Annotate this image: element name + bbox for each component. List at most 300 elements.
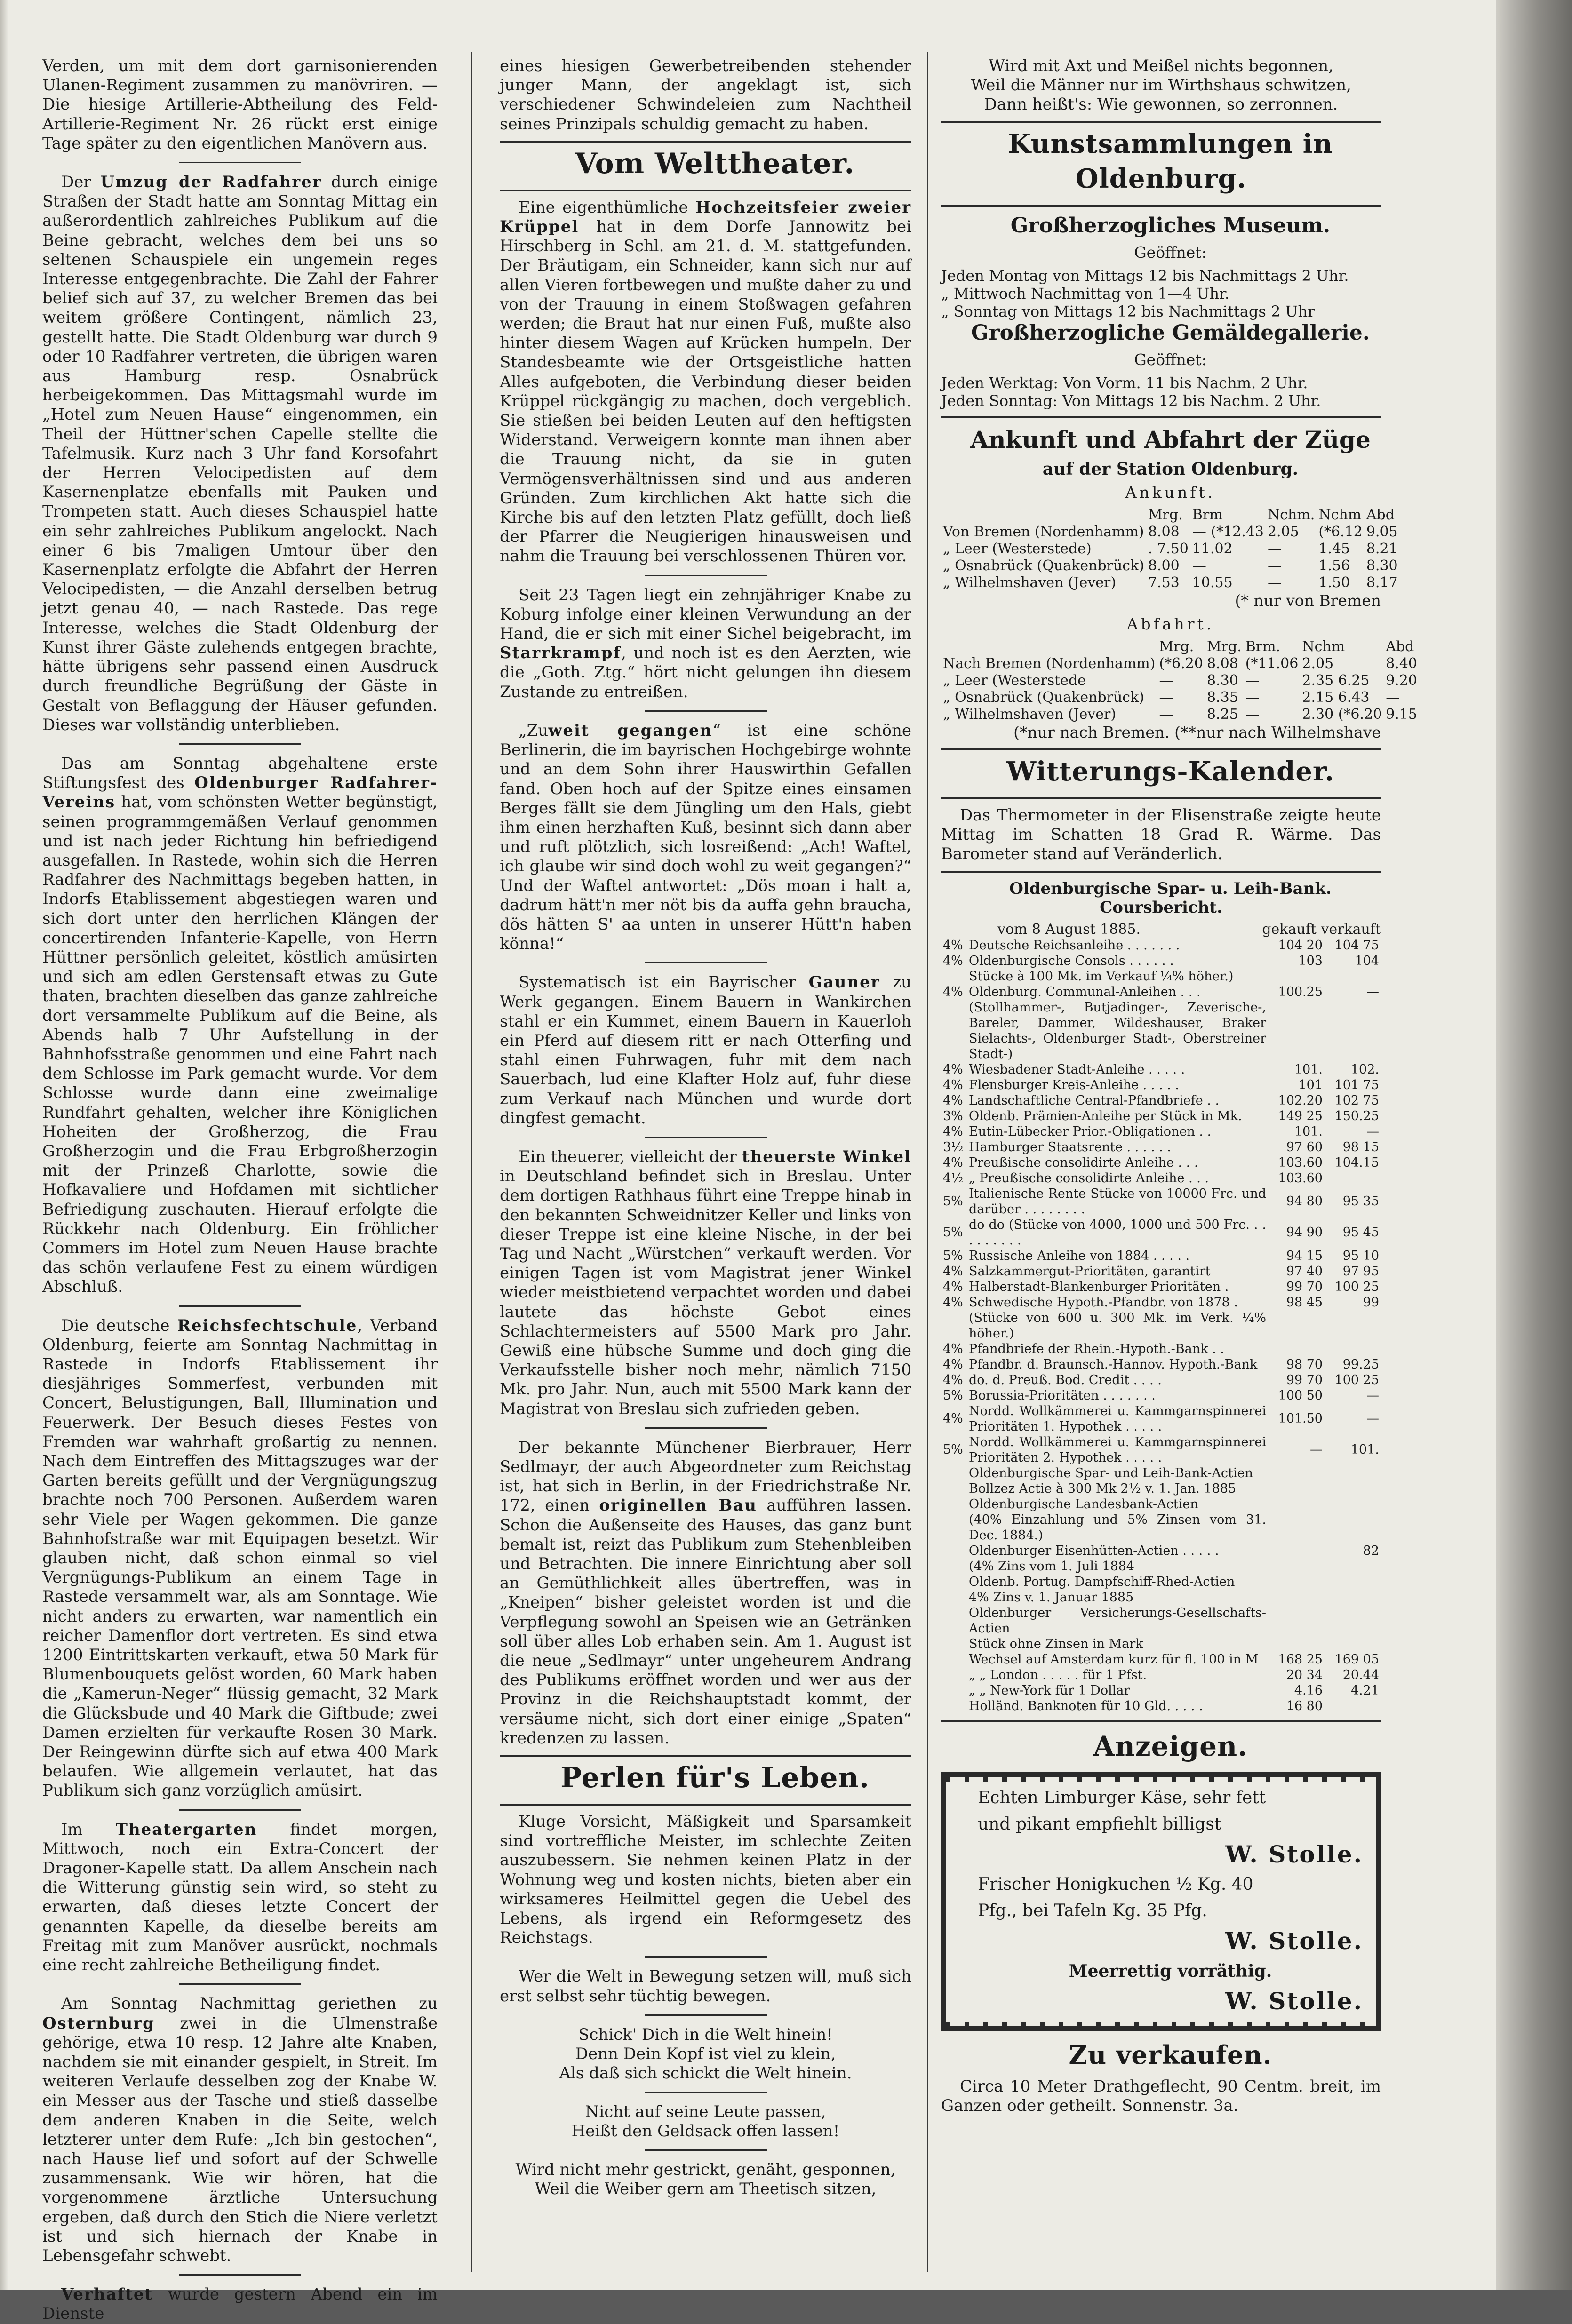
course-row-cell: Oldenburgische Landesbank-Actien bbox=[969, 1496, 1198, 1512]
course-row-cell: Pfandbr. d. Braunsch.-Hannov. Hypoth.-Bank bbox=[969, 1357, 1258, 1372]
course-row-cell: (4% Zins vom 1. Juli 1884 bbox=[969, 1559, 1134, 1574]
course-row-cell bbox=[1268, 969, 1325, 984]
course-row-cell: 4% bbox=[943, 938, 963, 953]
course-row-cell: 100 25 bbox=[1334, 1279, 1379, 1294]
train-row-ankunft-cell: 1.56 bbox=[1318, 557, 1350, 574]
gutter-shadow bbox=[0, 0, 8, 2290]
course-row bbox=[941, 1574, 1381, 1590]
course-row-cell bbox=[941, 1481, 967, 1496]
course-row bbox=[941, 938, 1381, 953]
separator bbox=[645, 962, 767, 963]
course-row-cell bbox=[941, 1574, 967, 1590]
course-row-cell bbox=[1325, 1574, 1381, 1590]
course-row-cell: 100.25 bbox=[1278, 984, 1323, 999]
course-row-cell: (40% Einzahlung und 5% Zinsen vom 31. Dec. 1884.) bbox=[969, 1512, 1266, 1543]
keyword-theatergarten: Theatergarten bbox=[115, 1820, 257, 1839]
article-sedlmayr: Der bekannte Münchener Bierbrauer, Herr Sedlmayr, der auch Abgeordneter zum Reichstag ist, hat sich in Berlin, in der Friedrichstraße Nr. 172, einen originellen Bau aufführen lassen. Schon die Außenseite des Hauses, das ganz bunt bemalt ist, reizt das Publikum zum Stehenbleiben und Betrachten. Die innere Einrichtung aber soll an Gemüthlichkeit alles übertreffen, was in „Kneipen“ bisher geleistet worden ist und die Verpflegung sowohl an Speisen wie an Getränken soll über alles Lob erhaben sein. Am 1. August ist die neue „Sedlmayr“ unter ungeheurem Andrang des Publikums eröffnet worden und wer aus der Provinz in die Reichshauptstadt kommt, der versäume nicht, sich dort einer einige „Spaten“ kredenzen zu lassen. bbox=[500, 1438, 911, 1748]
course-row bbox=[941, 1403, 1381, 1434]
course-row-cell bbox=[1325, 1512, 1381, 1543]
keyword-gauner: Gauner bbox=[808, 973, 880, 992]
train-row-abfahrt-cell: „ Leer (Westerstede bbox=[943, 672, 1086, 689]
course-row bbox=[941, 1434, 1381, 1465]
ad3-line: Meerrettig vorräthig. bbox=[1069, 1961, 1272, 1981]
course-row bbox=[941, 1186, 1381, 1217]
course-row-cell: 102. bbox=[1350, 1062, 1379, 1077]
course-row bbox=[941, 1667, 1381, 1683]
course-row-cell bbox=[1325, 1496, 1381, 1512]
course-row-cell: 104 bbox=[1355, 953, 1379, 968]
course-row-cell bbox=[1325, 1465, 1381, 1481]
course-row-cell: Oldenburg. Communal-Anleihen . . . bbox=[969, 984, 1201, 999]
train-row-abfahrt-cell: Nach Bremen (Nordenhamm) bbox=[943, 655, 1156, 672]
course-row bbox=[941, 1310, 1381, 1341]
course-row-cell bbox=[1325, 1590, 1381, 1605]
train-row-abfahrt-cell: 8.08 bbox=[1206, 655, 1238, 672]
course-row-cell: 102.20 bbox=[1278, 1093, 1323, 1108]
course-row-cell: 150.25 bbox=[1334, 1108, 1379, 1123]
train-row-ankunft-cell: 11.02 bbox=[1192, 541, 1233, 557]
train-row-ankunft bbox=[941, 574, 1400, 591]
course-row-cell: do do (Stücke von 4000, 1000 und 500 Frc. . . . . . . . . . bbox=[969, 1217, 1266, 1248]
course-row-cell: — bbox=[1366, 1124, 1379, 1139]
witterung-text: Das Thermometer in der Elisenstraße zeigte heute Mittag im Schatten 18 Grad R. Wärme. Das Barometer stand auf Veränderlich. bbox=[941, 806, 1381, 864]
course-row-cell: do. d. Preuß. Bod. Credit . . . . bbox=[969, 1372, 1162, 1387]
keyword-radfahrer-verein: Oldenburger Radfahrer-Vereins bbox=[42, 773, 438, 812]
article-gauner: Systematisch ist ein Bayrischer Gauner zu Werk gegangen. Einem Bauern in Wankirchen stahl er ein Kummet, einem Bauern in Kauerloh ein Pferd auf diesem ritt er nach Otterfing und stahl einen Fuhrwagen, fuhr mit dem nach Sauerbach, lud eine Klafter Holz auf, fuhr diese zum Verkauf nach München und wurde dort dingfest gemacht. bbox=[500, 973, 911, 1128]
keyword-reichsfechtschule: Reichsfechtschule bbox=[177, 1316, 358, 1335]
keyword-theuerste-winkel: theuerste Winkel bbox=[742, 1147, 911, 1166]
column-1 bbox=[42, 56, 438, 2324]
separator bbox=[179, 1983, 301, 1985]
course-row-cell: 4.21 bbox=[1350, 1683, 1379, 1698]
course-row-cell: (Stollhammer-, Butjadinger-, Zeverische-, Bareler, Dammer, Wildeshauser, Braker Sielachts-, Oldenburger Stadt-, Oberstreiner Stadt-) bbox=[969, 1000, 1266, 1061]
course-row-cell: 5% bbox=[943, 1248, 963, 1263]
perlen-text-1: Kluge Vorsicht, Mäßigkeit und Sparsamkeit sind vortreffliche Meister, im schlechte Zeiten auszubessern. Sie nehmen keinen Platz in der Wohnung weg und kosten nichts, bieten aber ein wirksameres Heilmittel gegen die Uebel des Lebens, als irgend ein Reformgesetz des Reichstags. bbox=[500, 1812, 911, 1948]
train-row-abfahrt-cell: 8.35 bbox=[1206, 689, 1238, 706]
course-row-cell: 169 05 bbox=[1334, 1652, 1379, 1667]
course-row-cell: 4% bbox=[943, 1124, 963, 1139]
train-row-abfahrt bbox=[941, 655, 1419, 672]
separator bbox=[645, 2014, 767, 2016]
course-row-cell: 101.50 bbox=[1278, 1411, 1323, 1426]
course-row bbox=[941, 1077, 1381, 1093]
course-row bbox=[941, 1636, 1381, 1652]
train-row-abfahrt-cell: 8.30 bbox=[1206, 672, 1238, 689]
course-row-cell: 4% bbox=[943, 1093, 963, 1108]
course-row-cell: 4% bbox=[943, 1341, 963, 1356]
train-row-ankunft-cell: — bbox=[1192, 557, 1206, 574]
train-header-cell: Abd bbox=[1386, 638, 1414, 655]
course-row-cell: Deutsche Reichsanleihe . . . . . . . bbox=[969, 938, 1180, 953]
course-row-cell: — bbox=[1366, 984, 1379, 999]
course-row-cell: Wiesbadener Stadt-Anleihe . . . . . bbox=[969, 1062, 1185, 1077]
keyword-originellen-bau: originellen Bau bbox=[599, 1496, 757, 1515]
course-row-cell: Flensburger Kreis-Anleihe . . . . . bbox=[969, 1077, 1179, 1092]
course-row-cell: — bbox=[1366, 1411, 1379, 1426]
course-row-cell bbox=[941, 1605, 967, 1636]
course-row bbox=[941, 984, 1381, 1000]
train-row-abfahrt-cell: 2.30 (*6.20 bbox=[1302, 706, 1382, 723]
train-row-abfahrt-cell: 2.35 6.25 bbox=[1302, 672, 1370, 689]
course-row-cell: Pfandbriefe der Rhein.-Hypoth.-Bank . . bbox=[969, 1341, 1224, 1356]
train-header-cell bbox=[941, 507, 1146, 524]
train-row-ankunft bbox=[941, 557, 1400, 574]
train-row-abfahrt-cell: 8.40 bbox=[1386, 655, 1417, 672]
course-row bbox=[941, 1559, 1381, 1574]
course-row-cell: 103.60 bbox=[1278, 1170, 1323, 1186]
course-row-cell: 4% bbox=[943, 953, 963, 968]
column-rule bbox=[927, 52, 928, 2272]
course-row-cell bbox=[941, 1000, 967, 1062]
train-header-row bbox=[941, 507, 1400, 524]
course-row-cell: 5% bbox=[943, 1442, 963, 1457]
keyword-osternburg: Osternburg bbox=[42, 2014, 155, 2033]
separator bbox=[645, 2092, 767, 2093]
course-row-cell: 4% bbox=[943, 1372, 963, 1387]
train-row-ankunft-cell: „ Osnabrück (Quakenbrück) bbox=[943, 557, 1144, 574]
course-row-cell: 99.25 bbox=[1342, 1357, 1379, 1372]
course-row bbox=[941, 1279, 1381, 1295]
course-row-cell: „ Preußische consolidirte Anleihe . . . bbox=[969, 1170, 1209, 1186]
course-row-cell bbox=[1325, 1636, 1381, 1652]
poem-top: Wird mit Axt und Meißel nichts begonnen, Weil die Männer nur im Wirthshaus schwitzen, Dann heißt's: Wie gewonnen, so zerronnen. bbox=[971, 56, 1351, 114]
course-row-cell bbox=[1325, 1000, 1381, 1062]
course-row-cell: 101. bbox=[1350, 1442, 1379, 1457]
train-header-cell: Nchm bbox=[1318, 507, 1362, 523]
course-row-cell: 82 bbox=[1363, 1543, 1379, 1558]
course-row-cell: 4% bbox=[943, 1411, 963, 1426]
course-row-cell: Schwedische Hypoth.-Pfandbr. von 1878 . bbox=[969, 1295, 1238, 1310]
course-row-cell bbox=[941, 1698, 967, 1714]
course-row-cell: 99 70 bbox=[1286, 1372, 1323, 1387]
heading-witterung: Witterungs-Kalender. bbox=[1006, 756, 1334, 787]
course-row-cell: — bbox=[1310, 1442, 1323, 1457]
course-row bbox=[941, 1093, 1381, 1108]
course-row bbox=[941, 1062, 1381, 1077]
article-radfahrer-verein: Das am Sonntag abgehaltene erste Stiftungsfest des Oldenburger Radfahrer-Vereins hat, vom schönsten Wetter begünstigt, seinen programmgemäßen Verlauf genommen und ist nach jeder Richtung hin befriedigend ausgefallen. In Rastede, wohin sich die Herren Radfahrer des Nachmittags begeben hatten, in Indorfs Etablissement abgestiegen waren und sich dort unter den herrlichen Klängen der concertirenden Infanterie-Kapelle, von Herrn Hüttner persönlich geleitet, köstlich amüsirten und sich am edlen Gerstensaft etwas zu Gute thaten, brachten dieselben das ganze zahlreiche dort versammelte Publikum auf die Beine, als Abends halb 7 Uhr Aufstellung in der Bahnhofsstraße genommen und eine Fahrt nach dem Schlosse im Park gemacht wurde. Vor dem Schlosse wurde dann eine zweimalige Rundfahrt gehalten, welcher ihre Königlichen Hoheiten der Großherzog, die Frau Großherzogin und die Frau Erbgroßherzogin mit der Prinzeß Charlotte, sowie die Hofkavaliere und Hofdamen mit sichtlicher Befriedigung zuschauten. Hierauf erfolgte die Rückkehr nach Oldenburg. Ein fröhlicher Commers im Hotel zum Neuen Hause brachte das schön verlaufene Fest zu einem würdigen Abschluß. bbox=[42, 754, 438, 1297]
separator bbox=[645, 710, 767, 712]
train-row-ankunft-cell: 1.45 bbox=[1318, 541, 1350, 557]
train-row-ankunft-cell: 8.08 bbox=[1148, 524, 1180, 540]
column-2 bbox=[500, 56, 911, 2268]
train-row-abfahrt-cell: 8.25 bbox=[1206, 706, 1238, 723]
course-row-cell: 16 80 bbox=[1286, 1698, 1323, 1713]
heading-box-welttheater bbox=[500, 141, 911, 191]
course-row-cell bbox=[941, 1310, 967, 1341]
course-row-cell: 98 45 bbox=[1286, 1295, 1323, 1310]
train-row-ankunft-cell: „ Leer (Westerstede) bbox=[943, 541, 1092, 557]
course-row-cell bbox=[941, 1543, 967, 1559]
course-row-cell: 103.60 bbox=[1278, 1155, 1323, 1170]
poem-1: Schick' Dich in die Welt hinein! Denn Dein Kopf ist viel zu klein, Als daß sich schickt die Welt hinein. bbox=[559, 2025, 852, 2083]
course-row-cell: 4% bbox=[943, 1357, 963, 1372]
train-row-ankunft-cell: 10.55 bbox=[1192, 574, 1233, 591]
train-row-ankunft-cell: 7.53 bbox=[1148, 574, 1180, 591]
course-row-cell: Oldenb. Portug. Dampfschiff-Rhed-Actien bbox=[969, 1574, 1235, 1589]
train-row-ankunft-cell: — bbox=[1267, 541, 1282, 557]
course-row-cell: 97 60 bbox=[1286, 1139, 1323, 1154]
verkaufen-text: Circa 10 Meter Drathgeflecht, 90 Centm. breit, im Ganzen oder getheilt. Sonnenstr. 3a. bbox=[941, 2077, 1381, 2115]
course-row bbox=[941, 1465, 1381, 1481]
course-row-cell: 4% bbox=[943, 1155, 963, 1170]
divider bbox=[941, 871, 1381, 873]
course-row-cell: Halberstadt-Blankenburger Prioritäten . bbox=[969, 1279, 1229, 1294]
heading-galerie: Großherzogliche Gemäldegallerie. bbox=[971, 321, 1370, 345]
course-row-cell: 4% bbox=[943, 1264, 963, 1279]
train-row-abfahrt-cell: — bbox=[1245, 706, 1260, 723]
course-row-cell: 4% bbox=[943, 1077, 963, 1092]
train-table-abfahrt bbox=[941, 638, 1419, 723]
train-header-cell: Mrg. bbox=[1206, 638, 1242, 655]
course-row-cell: Oldenburger Versicherungs-Gesellschafts-Actien bbox=[969, 1605, 1266, 1636]
course-row-cell: Oldenb. Prämien-Anleihe per Stück in Mk. bbox=[969, 1108, 1242, 1123]
course-row-cell: Stücke à 100 Mk. im Verkauf ¼% höher.) bbox=[969, 969, 1234, 984]
course-row-cell: 94 90 bbox=[1286, 1225, 1323, 1240]
heading-kunstsammlungen: Kunstsammlungen in Oldenburg. bbox=[1008, 128, 1333, 194]
train-header-cell: Mrg. bbox=[1159, 638, 1194, 655]
course-row bbox=[941, 1496, 1381, 1512]
course-row-cell: 97 40 bbox=[1286, 1264, 1323, 1279]
train-row-abfahrt-cell: 9.20 bbox=[1386, 672, 1417, 689]
train-row-ankunft-cell: „ Wilhelmshaven (Jever) bbox=[943, 574, 1117, 591]
train-row-ankunft-cell: 1.50 bbox=[1318, 574, 1350, 591]
heading-box-perlen bbox=[500, 1755, 911, 1806]
course-row bbox=[941, 1652, 1381, 1667]
course-row-cell: 94 80 bbox=[1286, 1194, 1323, 1209]
course-row-cell bbox=[941, 1559, 967, 1574]
course-row-cell: Oldenburgische Spar- und Leih-Bank-Actien bbox=[969, 1465, 1253, 1480]
train-row-ankunft-cell: — (*12.43 bbox=[1192, 524, 1264, 540]
separator bbox=[645, 1137, 767, 1138]
course-row-cell bbox=[1268, 1341, 1325, 1357]
course-row-cell bbox=[941, 1667, 967, 1683]
course-row bbox=[941, 1372, 1381, 1388]
course-row-cell: 20 34 bbox=[1286, 1667, 1323, 1682]
train-row-ankunft-cell: — bbox=[1267, 574, 1282, 591]
train-row-abfahrt-cell: — bbox=[1159, 706, 1173, 723]
article-hochzeit: Eine eigenthümliche Hochzeitsfeier zweier Krüppel hat in dem Dorfe Jannowitz bei Hirschberg in Schl. am 21. d. M. stattgefunden. Der Bräutigam, ein Schneider, kann sich nur auf allen Vieren fortbewegen und mußte daher zu und von der Trauung in einem Stoßwagen gefahren werden; die Braut hat nur einen Fuß, mußte also hinter diesem Wagen auf Krücken humpeln. Der Standesbeamte wie der Ortsgeistliche hatten Alles aufgeboten, die Verbindung dieser beiden Krüppel rückgängig zu machen, doch vergeblich. Sie stießen bei beiden Leuten auf den heftigsten Widerstand. Verweigern konnte man ihnen aber die Trauung nicht, da sie in guten Vermögensverhältnissen sind und aus anderen Gründen. Zum kirchlichen Akt hatte sich die Kirche bis auf den letzten Platz gefüllt, doch ließ der Pfarrer die Neugierigen hinausweisen und nahm die Trauung bei verschlossenen Thüren vor. bbox=[500, 198, 912, 566]
ad2-line: Frischer Honigkuchen ½ Kg. 40 bbox=[978, 1874, 1253, 1894]
article-reichsfechtschule: Die deutsche Reichsfechtschule, Verband Oldenburg, feierte am Sonntag Nachmittag in Rastede in Indorfs Etablissement ihr diesjähriges Sommerfest, verbunden mit Concert, Belustigungen, Ball, Illumination und Feuerwerk. Der Besuch dieses Festes von Fremden war wahrhaft großartig zu nennen. Nach dem Eintreffen des Mittagszuges war der Garten bereits gefüllt und der Vergnügungszug brachte noch 700 Personen. Außerdem waren sehr Viele per Wagen gekommen. Die ganze Bahnhofstraße war mit Equipagen besetzt. Wir glauben nicht, daß schon einmal so viel Vergnügungs-Publikum an einem Tage in Rastede versammelt war, als am Sonntage. Wie nicht anders zu erwarten, war namentlich ein reicher Damenflor dort vertreten. Es sind etwa 1200 Eintrittskarten verkauft, etwa 50 Mark für Blumenbouquets gelöst worden, 60 Mark haben die „Kamerun-Neger“ flüssig gemacht, 32 Mark die Glücksbude und 40 Mark die Giftbude; zwei Damen erzielten für verkaufte Rosen 30 Mark. Der Reingewinn dürfte sich auf etwa 400 Mark belaufen. Wie allgemein verlautet, hat das Publikum sich ganz vorzüglich amüsirt. bbox=[42, 1316, 438, 1800]
course-row bbox=[941, 1543, 1381, 1559]
course-row-cell bbox=[1325, 1559, 1381, 1574]
course-row-cell bbox=[1325, 1698, 1381, 1714]
poem-2: Nicht auf seine Leute passen, Heißt den Geldsack offen lassen! bbox=[571, 2102, 840, 2141]
course-row-cell: 3% bbox=[943, 1108, 963, 1123]
galerie-hours: Jeden Werktag: Von Vorm. 11 bis Nachm. 2 Uhr. Jeden Sonntag: Von Mittags 12 bis Nachm. 2 Uhr. bbox=[941, 374, 1321, 410]
course-row-cell: 101. bbox=[1294, 1062, 1323, 1077]
keyword-umzug: Umzug der Radfahrer bbox=[100, 173, 322, 192]
article-manoever: Verden, um mit dem dort garnisonierenden Ulanen-Regiment zusammen zu manövriren. — Die hiesige Artillerie-Abtheilung des Feld-Artillerie-Regiment Nr. 26 rückt erst einige Tage später zu den eigentlichen Manövern aus. bbox=[42, 56, 438, 153]
course-row-cell bbox=[1268, 1590, 1325, 1605]
course-row bbox=[941, 1512, 1381, 1543]
ad1-line: Echten Limburger Käse, sehr fett bbox=[978, 1788, 1266, 1807]
train-row-ankunft-cell: 2.05 bbox=[1267, 524, 1299, 540]
heading-box-kunst bbox=[941, 121, 1381, 207]
course-row-cell: 4% bbox=[943, 1279, 963, 1294]
course-row bbox=[941, 1683, 1381, 1698]
train-row-abfahrt-cell: — bbox=[1245, 672, 1260, 689]
ad-name: W. Stolle. bbox=[1225, 1840, 1363, 1868]
label-ankunft: Ankunft. bbox=[1125, 483, 1216, 501]
separator bbox=[645, 1427, 767, 1429]
ankunft-note: (* nur von Bremen bbox=[1235, 591, 1381, 610]
course-row bbox=[941, 1248, 1381, 1264]
course-row-cell: 4% Zins v. 1. Januar 1885 bbox=[969, 1590, 1134, 1605]
course-row-cell bbox=[1325, 1170, 1381, 1186]
train-row-ankunft bbox=[941, 524, 1400, 541]
train-row-ankunft-cell: 8.17 bbox=[1366, 574, 1398, 591]
course-row-cell: 101 75 bbox=[1334, 1077, 1379, 1092]
course-row bbox=[941, 969, 1381, 984]
course-row-cell: 4% bbox=[943, 984, 963, 999]
heading-coursbericht: Oldenburgische Spar- u. Leih-Bank. Coursbericht. bbox=[1009, 879, 1332, 917]
train-row-ankunft-cell: 8.30 bbox=[1366, 557, 1398, 574]
course-row-cell: Nordd. Wollkämmerei u. Kammgarnspinnerei Prioritäten 1. Hypothek . . . . . bbox=[969, 1403, 1266, 1434]
train-row-ankunft-cell: 9.05 bbox=[1366, 524, 1398, 540]
keyword-hochzeitsfeier: Hochzeitsfeier zweier Krüppel bbox=[500, 198, 911, 237]
course-row-cell bbox=[941, 1512, 967, 1543]
course-row-cell: Bollzez Actie à 300 Mk 2½ v. 1. Jan. 1885 bbox=[969, 1481, 1237, 1496]
train-header-cell: Mrg. bbox=[1148, 507, 1183, 523]
perlen-text-2: Wer die Welt in Bewegung setzen will, muß sich erst selbst sehr tüchtig bewegen. bbox=[500, 1967, 911, 2006]
course-row-cell: 5% bbox=[943, 1388, 963, 1403]
book-edge bbox=[1496, 0, 1572, 2290]
ad1-line: und pikant empfiehlt billigst bbox=[978, 1814, 1221, 1834]
course-row-cell bbox=[1268, 1559, 1325, 1574]
keyword-weit-gegangen: weit gegangen bbox=[548, 721, 713, 740]
coursbericht-header: vom 8 August 1885. gekauft verkauft bbox=[997, 921, 1381, 938]
keyword-verhaftet: Verhaftet bbox=[61, 2285, 153, 2304]
course-row-cell: 4½ bbox=[943, 1170, 964, 1186]
course-row bbox=[941, 1139, 1381, 1155]
course-row-cell: Salzkammergut-Prioritäten, garantirt bbox=[969, 1264, 1211, 1279]
course-row-cell: (Stücke von 600 u. 300 Mk. im Verk. ¼% höher.) bbox=[969, 1310, 1266, 1341]
column-rule bbox=[471, 52, 472, 2272]
course-row-cell: „ „ New-York für 1 Dollar bbox=[969, 1683, 1130, 1698]
article-starrkrampf: Seit 23 Tagen liegt ein zehnjähriger Knabe zu Koburg infolge einer kleinen Verwundung an der Hand, die er sich mit einer Sichel beigebracht, im Starrkrampf, und noch ist es den Aerzten, wie die „Goth. Ztg.“ hört nicht gelungen ihn diesem Zustande zu entreißen. bbox=[500, 585, 911, 701]
course-row-cell bbox=[941, 1683, 967, 1698]
train-row-ankunft-cell: 8.21 bbox=[1366, 541, 1398, 557]
separator bbox=[179, 1305, 301, 1307]
train-row-ankunft-cell: (*6.12 bbox=[1318, 524, 1363, 540]
course-row-cell: 5% bbox=[943, 1194, 963, 1209]
course-row bbox=[941, 1264, 1381, 1279]
course-row-cell bbox=[1325, 1310, 1381, 1341]
course-row-cell: 101 bbox=[1298, 1077, 1323, 1092]
course-row-cell: 103 bbox=[1298, 953, 1323, 968]
course-row-cell bbox=[941, 1465, 967, 1481]
course-row-cell bbox=[941, 1652, 967, 1667]
train-header-row bbox=[941, 638, 1419, 655]
museum-hours: Jeden Montag von Mittags 12 bis Nachmittags 2 Uhr. „ Mittwoch Nachmittag von 1—4 Uhr. „ Sonntag von Mittags 12 bis Nachmittags 2 Uhr bbox=[941, 267, 1349, 320]
ad-name: W. Stolle. bbox=[1225, 1926, 1363, 1955]
course-row bbox=[941, 1000, 1381, 1062]
label-abfahrt: Abfahrt. bbox=[1126, 615, 1214, 633]
separator bbox=[179, 1809, 301, 1811]
separator bbox=[179, 2274, 301, 2276]
course-row-cell: 104 20 bbox=[1278, 938, 1323, 953]
course-row-cell bbox=[1268, 1000, 1325, 1062]
train-row-abfahrt-cell: 9.15 bbox=[1386, 706, 1417, 723]
divider bbox=[941, 1720, 1381, 1722]
course-row-cell bbox=[1268, 1543, 1325, 1559]
train-row-ankunft-cell: . 7.50 bbox=[1148, 541, 1189, 557]
heading-zu-verkaufen: Zu verkaufen. bbox=[1069, 2039, 1272, 2070]
course-row bbox=[941, 1590, 1381, 1605]
course-row-cell: Nordd. Wollkämmerei u. Kammgarnspinnerei Prioritäten 2. Hypothek . . . . . bbox=[969, 1434, 1266, 1465]
train-header-cell: Brm bbox=[1192, 507, 1223, 523]
course-row-cell: 95 10 bbox=[1342, 1248, 1379, 1263]
train-row-abfahrt-cell: 2.05 bbox=[1302, 655, 1334, 672]
course-row-cell: 99 70 bbox=[1286, 1279, 1323, 1294]
course-row-cell: Stück ohne Zinsen in Mark bbox=[969, 1636, 1143, 1651]
train-header-cell: Nchm bbox=[1302, 638, 1345, 655]
ad-name: W. Stolle. bbox=[1225, 1987, 1363, 2015]
course-row-cell: 102 75 bbox=[1334, 1093, 1379, 1108]
course-row-cell: Eutin-Lübecker Prior.-Obligationen . . bbox=[969, 1124, 1212, 1139]
train-row-ankunft bbox=[941, 541, 1400, 557]
train-row-abfahrt-cell: 2.15 6.43 bbox=[1302, 689, 1370, 706]
course-row bbox=[941, 1388, 1381, 1403]
course-row-cell: Borussia-Prioritäten . . . . . . . bbox=[969, 1388, 1156, 1403]
course-row-cell: 104 75 bbox=[1334, 938, 1379, 953]
coursbericht-table bbox=[941, 938, 1381, 1714]
course-row-cell: 4% bbox=[943, 1062, 963, 1077]
subheading-station: auf der Station Oldenburg. bbox=[1042, 459, 1299, 479]
course-row-cell bbox=[1325, 1605, 1381, 1636]
course-row-cell: Wechsel auf Amsterdam kurz für fl. 100 in M bbox=[969, 1652, 1259, 1667]
course-row-cell bbox=[941, 969, 967, 984]
course-row-cell: 95 35 bbox=[1342, 1194, 1379, 1209]
separator bbox=[645, 1956, 767, 1958]
train-row-ankunft-cell: 8.00 bbox=[1148, 557, 1180, 574]
ad2-line: Pfg., bei Tafeln Kg. 35 Pfg. bbox=[978, 1901, 1207, 1920]
course-row bbox=[941, 1341, 1381, 1357]
train-row-abfahrt-cell: (*11.06 bbox=[1245, 655, 1299, 672]
train-row-abfahrt-cell: — bbox=[1245, 689, 1260, 706]
heading-anzeigen: Anzeigen. bbox=[1093, 1730, 1248, 1762]
train-row-abfahrt bbox=[941, 672, 1419, 689]
ad-box-stolle bbox=[941, 1772, 1381, 2031]
course-row-cell: 149 25 bbox=[1278, 1108, 1323, 1123]
course-row-cell: 97 95 bbox=[1342, 1264, 1379, 1279]
course-row-cell: Italienische Rente Stücke von 10000 Frc. und darüber . . . . . . . . bbox=[969, 1186, 1266, 1217]
train-header-cell: Abd bbox=[1366, 507, 1395, 523]
article-radfahrer-umzug: Der Umzug der Radfahrer durch einige Straßen der Stadt hatte am Sonntag Mittag ein außerordentlich zahlreiches Publikum auf die Beine gebracht, welches dem bei uns so seltenen Schauspiele ein ungemein reges Interesse entgegenbrachte. Die Zahl der Fahrer belief sich auf 37, zu welcher Bremen das bei weitem größere Contingent, nämlich 23, gestellt hatte. Die Stadt Oldenburg war durch 9 oder 10 Radfahrer vertreten, die übrigen waren aus Hamburg resp. Osnabrück herbeigekommen. Das Mittagsmahl wurde im „Hotel zum Neuen Hause“ eingenommen, ein Theil der Hüttner'schen Capelle stellte die Tafelmusik. Kurz nach 3 Uhr fand Korsofahrt der Herren Velocipedisten auf dem Kasernenplatze ebenfalls mit Pauken und Trompeten statt. Auch dieses Schauspiel hatte ein sehr zahlreiches Publikum angelockt. Nach einer 6 bis 7maligen Umtour über den Kasernenplatz erfolgte die Abfahrt der Herren Velocipedisten, — die Anzahl derselben betrug jetzt genau 40, — nach Rastede. Das rege Interesse, welches die Stadt Oldenburg der Kunst ihrer Gäste zulehends entgegen brachte, hätte übrigens sehr passend einen Ausdruck durch freundliche Begrüßung der Gäste in Gestalt von Beflaggung der Häuser gefunden. Dieses war vollständig unterblieben. bbox=[42, 173, 438, 734]
label-geoeffnet: Geöffnet: bbox=[1134, 350, 1207, 369]
course-row-cell bbox=[1325, 1341, 1381, 1357]
train-header-cell bbox=[941, 638, 1157, 655]
course-row-cell bbox=[1325, 1481, 1381, 1496]
column-3 bbox=[941, 56, 1417, 2268]
course-row bbox=[941, 1108, 1381, 1124]
article-osternburg: Am Sonntag Nachmittag geriethen zu Osternburg zwei in die Ulmenstraße gehörige, etwa 10 resp. 12 Jahre alte Knaben, nachdem sie mit einander gespielt, in Streit. Im weiteren Verlaufe desselben zog der Knabe W. ein Messer aus der Tasche und stieß dasselbe dem anderen Knaben in die Seite, welch letzterer unter dem Rufe: „Ich bin gestochen“, nach Hause lief und sofort auf der Schwelle zusammensank. Wie wir hören, hat die vorgenommene ärztliche Untersuchung ergeben, daß durch den Stich die Niere verletzt ist und sich hiernach der Knabe in Lebensgefahr schwebt. bbox=[42, 1994, 438, 2265]
heading-welttheater: Vom Welttheater. bbox=[575, 147, 855, 180]
course-row bbox=[941, 1481, 1381, 1496]
course-row-cell: Landschaftliche Central-Pfandbriefe . . bbox=[969, 1093, 1220, 1108]
course-row-cell bbox=[1268, 1496, 1325, 1512]
train-row-abfahrt-cell: — bbox=[1159, 672, 1173, 689]
course-row-cell bbox=[941, 1590, 967, 1605]
separator bbox=[179, 743, 301, 745]
poem-3: Wird nicht mehr gestrickt, genäht, gesponnen, Weil die Weiber gern am Theetisch sitzen, bbox=[515, 2160, 896, 2198]
course-row-cell: Oldenburger Eisenhütten-Actien . . . . . bbox=[969, 1543, 1219, 1558]
course-row bbox=[941, 953, 1381, 969]
course-row-cell: 100 50 bbox=[1278, 1388, 1323, 1403]
article-winkel: Ein theuerer, vielleicht der theuerste Winkel in Deutschland befindet sich in Breslau. Unter dem dortigen Rathhaus führt eine Treppe hinab in den bekannten Schweidnitzer Keller und links von dieser Treppe ist eine kleine Nische, in der bei Tag und Nacht „Würstchen“ verkauft werden. Vor einigen Tagen ist vom Magistrat jener Winkel wieder meistbietend verpachtet worden und dabei lautete das höchste Gebot eines Schlachtermeisters auf 5500 Mark pro Jahr. Gewiß eine hübsche Summe und doch ging die Verkaufsstelle bisher noch mehr, nämlich 7150 Mk. pro Jahr. Nun, auch mit 5500 Mark kann der Magistrat von Breslau sich zufrieden geben. bbox=[500, 1147, 911, 1418]
course-row-cell: 3½ bbox=[943, 1139, 964, 1154]
